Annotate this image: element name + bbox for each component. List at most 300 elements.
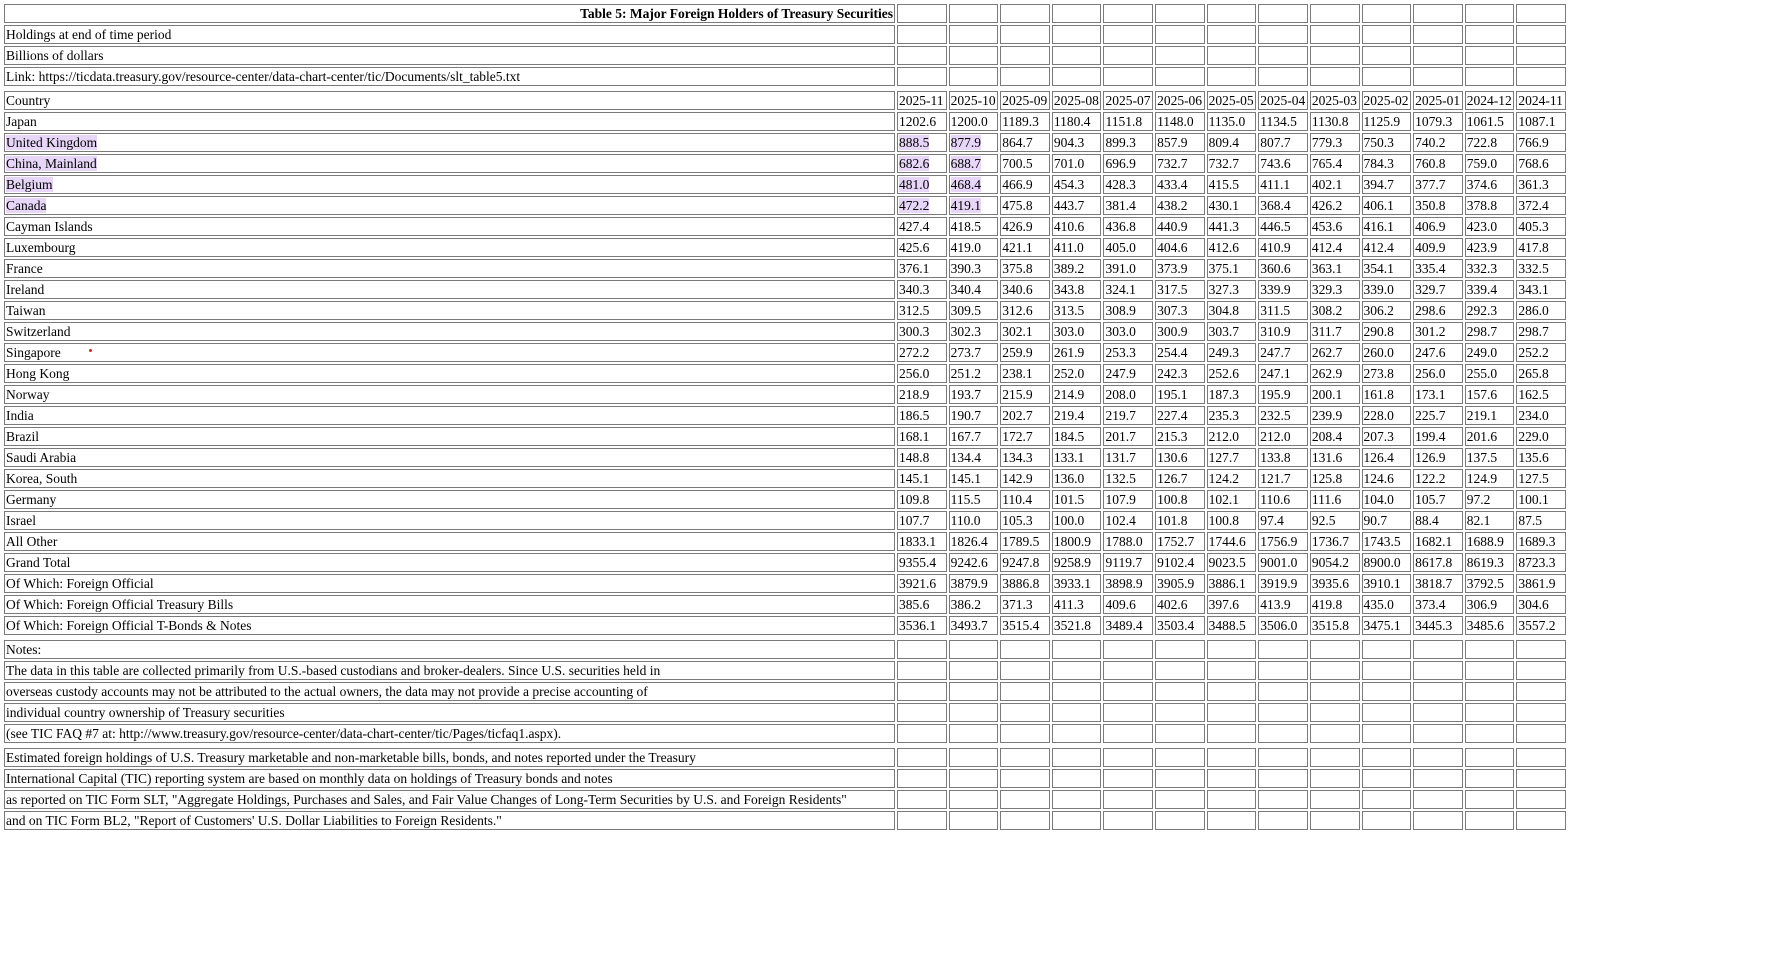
value-cell [1362, 595, 1412, 614]
value-text: 100.8 [1157, 492, 1188, 507]
value-cell [1465, 406, 1515, 425]
value-cell [949, 196, 999, 215]
empty-cell [1000, 4, 1050, 23]
meta-text: Holdings at end of time period [4, 25, 895, 44]
empty-cell [1516, 25, 1566, 44]
value-cell [1207, 217, 1257, 236]
value-text: 1788.0 [1105, 534, 1143, 549]
value-text: 207.3 [1363, 429, 1394, 444]
value-cell [1516, 154, 1566, 173]
value-cell [1310, 574, 1360, 593]
empty-cell [1310, 703, 1360, 722]
value-cell [1000, 616, 1050, 635]
value-cell [1207, 532, 1257, 551]
value-cell [1258, 280, 1308, 299]
empty-cell [1516, 661, 1566, 680]
country-name: Belgium [6, 177, 53, 192]
value-cell [1413, 133, 1463, 152]
value-text: 172.7 [1002, 429, 1033, 444]
value-cell [949, 616, 999, 635]
empty-cell [1310, 682, 1360, 701]
value-text: 423.9 [1466, 240, 1498, 255]
table-row [4, 574, 1566, 593]
value-text: 701.0 [1053, 156, 1085, 171]
value-cell [1516, 532, 1566, 551]
value-cell [1465, 196, 1515, 215]
value-text: 340.4 [950, 282, 981, 297]
value-cell [1207, 448, 1257, 467]
empty-cell [1362, 67, 1412, 86]
value-cell [1310, 616, 1360, 635]
value-text: 335.4 [1415, 261, 1446, 276]
empty-cell [1207, 790, 1257, 809]
value-cell [1465, 238, 1515, 257]
empty-cell [1258, 790, 1308, 809]
empty-cell [1155, 769, 1205, 788]
country-name: Of Which: Foreign Official Treasury Bills [6, 597, 234, 612]
value-cell [1207, 112, 1257, 131]
empty-cell [1155, 703, 1205, 722]
value-text: 306.2 [1363, 303, 1394, 318]
empty-cell [1155, 790, 1205, 809]
empty-cell [1413, 25, 1463, 44]
value-text: 441.3 [1208, 219, 1240, 234]
empty-cell [897, 46, 947, 65]
empty-cell [1155, 682, 1205, 701]
empty-cell [1000, 640, 1050, 659]
value-cell [1207, 364, 1257, 383]
empty-cell [1258, 46, 1308, 65]
value-cell [949, 112, 999, 131]
value-cell [1258, 217, 1308, 236]
column-header-period: 2025-07 [1103, 91, 1153, 110]
value-text: 102.1 [1208, 492, 1240, 507]
value-text: 3521.8 [1053, 618, 1091, 633]
value-cell [1103, 469, 1153, 488]
value-text: 419.0 [950, 240, 981, 255]
value-text: 317.5 [1157, 282, 1188, 297]
value-cell [1155, 154, 1205, 173]
country-cell [4, 616, 895, 635]
value-cell [1258, 553, 1308, 572]
value-text: 124.2 [1208, 471, 1240, 486]
value-cell [1465, 490, 1515, 509]
value-cell [1000, 133, 1050, 152]
empty-cell [1465, 4, 1515, 23]
value-text: 3818.7 [1415, 576, 1453, 591]
value-text: 386.2 [950, 597, 981, 612]
value-text: 390.3 [950, 261, 981, 276]
value-text: 1189.3 [1002, 114, 1039, 129]
empty-cell [1258, 25, 1308, 44]
value-cell [1155, 301, 1205, 320]
value-cell [949, 427, 999, 446]
value-text: 190.7 [950, 408, 981, 423]
value-cell [1155, 238, 1205, 257]
notes-text: overseas custody accounts may not be attributed to the actual owners, the data may not provide a precise accounting of [4, 682, 895, 701]
empty-cell [1413, 4, 1463, 23]
empty-cell [1103, 769, 1153, 788]
value-cell [1258, 301, 1308, 320]
value-text: 272.2 [899, 345, 930, 360]
column-header-period: 2025-03 [1310, 91, 1360, 110]
empty-cell [1000, 703, 1050, 722]
value-cell [1052, 469, 1102, 488]
value-text: 133.8 [1260, 450, 1291, 465]
value-text: 373.4 [1415, 597, 1446, 612]
value-cell [1207, 133, 1257, 152]
empty-cell [1465, 640, 1515, 659]
value-text: 1744.6 [1208, 534, 1246, 549]
value-text: 262.9 [1311, 366, 1343, 381]
value-text: 308.2 [1311, 303, 1343, 318]
value-text: 402.6 [1157, 597, 1188, 612]
value-cell [897, 259, 947, 278]
value-cell [1207, 259, 1257, 278]
value-cell [1413, 427, 1463, 446]
value-cell [1465, 154, 1515, 173]
value-text: 242.3 [1157, 366, 1188, 381]
value-cell [1516, 196, 1566, 215]
value-text: 306.9 [1466, 597, 1498, 612]
value-cell [1000, 196, 1050, 215]
value-cell [949, 280, 999, 299]
empty-cell [1000, 748, 1050, 767]
value-text: 168.1 [899, 429, 930, 444]
value-cell [949, 385, 999, 404]
empty-cell [1052, 703, 1102, 722]
value-cell [897, 616, 947, 635]
country-name: Of Which: Foreign Official T-Bonds & Notes [6, 618, 252, 633]
value-cell [1413, 301, 1463, 320]
value-cell [1362, 448, 1412, 467]
value-text: 904.3 [1053, 135, 1085, 150]
value-text: 304.8 [1208, 303, 1240, 318]
value-cell [1207, 595, 1257, 614]
value-text: 105.3 [1002, 513, 1033, 528]
value-cell [1413, 217, 1463, 236]
value-cell [1207, 385, 1257, 404]
value-cell [1413, 595, 1463, 614]
section-gap [4, 637, 1566, 638]
value-text: 421.1 [1002, 240, 1033, 255]
country-cell [4, 448, 895, 467]
value-cell [949, 343, 999, 362]
value-text: 425.6 [899, 240, 930, 255]
value-text: 249.3 [1208, 345, 1240, 360]
value-text: 134.4 [950, 450, 981, 465]
country-cell [4, 490, 895, 509]
empty-cell [1103, 661, 1153, 680]
empty-cell [1413, 67, 1463, 86]
value-text: 9023.5 [1208, 555, 1246, 570]
value-text: 877.9 [950, 135, 981, 150]
value-text: 101.5 [1053, 492, 1085, 507]
value-text: 127.5 [1518, 471, 1549, 486]
column-header-period: 2025-06 [1155, 91, 1205, 110]
value-text: 87.5 [1518, 513, 1542, 528]
value-cell [897, 385, 947, 404]
value-cell [1310, 448, 1360, 467]
value-cell [1362, 574, 1412, 593]
column-header-country: Country [4, 91, 895, 110]
empty-cell [1362, 682, 1412, 701]
empty-cell [1155, 4, 1205, 23]
table-row [4, 343, 1566, 362]
empty-cell [1155, 724, 1205, 743]
value-cell [1258, 343, 1308, 362]
empty-cell [1155, 640, 1205, 659]
value-text: 391.0 [1105, 261, 1136, 276]
value-cell [1155, 280, 1205, 299]
value-text: 3475.1 [1363, 618, 1401, 633]
value-cell [1155, 385, 1205, 404]
value-cell [1516, 490, 1566, 509]
column-header-period: 2025-08 [1052, 91, 1102, 110]
empty-cell [897, 748, 947, 767]
value-cell [1465, 595, 1515, 614]
value-cell [1052, 217, 1102, 236]
value-cell [1362, 532, 1412, 551]
value-cell [1310, 217, 1360, 236]
notes-row [4, 703, 1566, 722]
empty-cell [1207, 46, 1257, 65]
value-text: 1682.1 [1415, 534, 1453, 549]
value-cell [1413, 280, 1463, 299]
empty-cell [1516, 4, 1566, 23]
value-text: 857.9 [1157, 135, 1188, 150]
empty-cell [1516, 811, 1566, 830]
value-text: 435.0 [1363, 597, 1394, 612]
value-text: 142.9 [1002, 471, 1033, 486]
empty-cell [897, 4, 947, 23]
table-row [4, 616, 1566, 635]
value-text: 766.9 [1518, 135, 1549, 150]
value-text: 126.4 [1363, 450, 1394, 465]
value-cell [1258, 595, 1308, 614]
country-name: Japan [6, 114, 37, 129]
table-row [4, 532, 1566, 551]
value-cell [1155, 469, 1205, 488]
value-cell [1362, 112, 1412, 131]
value-cell [1310, 196, 1360, 215]
value-text: 202.7 [1002, 408, 1033, 423]
value-text: 235.3 [1208, 408, 1240, 423]
value-text: 340.3 [899, 282, 930, 297]
value-text: 1756.9 [1260, 534, 1298, 549]
empty-cell [1362, 703, 1412, 722]
value-cell [1103, 280, 1153, 299]
value-cell [1207, 343, 1257, 362]
value-text: 443.7 [1053, 198, 1085, 213]
value-text: 229.0 [1518, 429, 1549, 444]
value-text: 332.5 [1518, 261, 1549, 276]
value-cell [1516, 427, 1566, 446]
value-text: 136.0 [1053, 471, 1085, 486]
value-cell [1465, 133, 1515, 152]
value-cell [1103, 385, 1153, 404]
empty-cell [1413, 46, 1463, 65]
empty-cell [1258, 703, 1308, 722]
value-cell [1362, 406, 1412, 425]
value-cell [1000, 175, 1050, 194]
title-row [4, 4, 1566, 23]
empty-cell [1258, 811, 1308, 830]
value-cell [1103, 238, 1153, 257]
value-text: 232.5 [1260, 408, 1291, 423]
value-text: 426.9 [1002, 219, 1033, 234]
empty-cell [1310, 67, 1360, 86]
value-text: 760.8 [1415, 156, 1446, 171]
value-text: 195.1 [1157, 387, 1188, 402]
value-text: 107.9 [1105, 492, 1136, 507]
value-text: 292.3 [1466, 303, 1498, 318]
value-text: 304.6 [1518, 597, 1549, 612]
empty-cell [1413, 640, 1463, 659]
empty-cell [1103, 703, 1153, 722]
value-text: 3861.9 [1518, 576, 1556, 591]
value-cell [897, 196, 947, 215]
empty-cell [949, 67, 999, 86]
empty-cell [949, 682, 999, 701]
value-cell [897, 175, 947, 194]
country-cell [4, 385, 895, 404]
value-cell [897, 511, 947, 530]
value-cell [1516, 448, 1566, 467]
value-cell [949, 154, 999, 173]
value-text: 249.0 [1466, 345, 1498, 360]
value-cell [1000, 238, 1050, 257]
value-cell [1413, 469, 1463, 488]
value-text: 252.2 [1518, 345, 1549, 360]
value-text: 1743.5 [1363, 534, 1401, 549]
table-row [4, 175, 1566, 194]
value-cell [1516, 322, 1566, 341]
value-text: 3910.1 [1363, 576, 1401, 591]
value-cell [1103, 364, 1153, 383]
empty-cell [1413, 661, 1463, 680]
value-cell [949, 448, 999, 467]
table-row [4, 406, 1566, 425]
value-cell [1310, 322, 1360, 341]
value-cell [1258, 364, 1308, 383]
table-row [4, 238, 1566, 257]
value-text: 135.6 [1518, 450, 1549, 465]
value-text: 219.7 [1105, 408, 1136, 423]
value-cell [1155, 532, 1205, 551]
empty-cell [949, 790, 999, 809]
value-cell [1310, 238, 1360, 257]
empty-cell [1310, 769, 1360, 788]
value-cell [897, 238, 947, 257]
value-cell [1516, 364, 1566, 383]
country-cell [4, 532, 895, 551]
country-cell [4, 322, 895, 341]
value-text: 200.1 [1311, 387, 1343, 402]
value-text: 373.9 [1157, 261, 1188, 276]
value-cell [949, 511, 999, 530]
value-text: 1087.1 [1518, 114, 1556, 129]
empty-cell [949, 640, 999, 659]
value-cell [1310, 364, 1360, 383]
value-text: 454.3 [1053, 177, 1085, 192]
empty-cell [1516, 640, 1566, 659]
value-text: 368.4 [1260, 198, 1291, 213]
empty-cell [1155, 661, 1205, 680]
value-cell [1362, 343, 1412, 362]
value-text: 339.0 [1363, 282, 1394, 297]
notes-text: (see TIC FAQ #7 at: http://www.treasury.gov/resource-center/data-chart-center/tic/Pages/ticfaq1.aspx). [4, 724, 895, 743]
value-cell [1413, 238, 1463, 257]
country-cell [4, 238, 895, 257]
value-cell [1258, 427, 1308, 446]
value-cell [897, 322, 947, 341]
empty-cell [1103, 682, 1153, 701]
value-text: 3933.1 [1053, 576, 1091, 591]
value-text: 327.3 [1208, 282, 1240, 297]
country-cell [4, 406, 895, 425]
empty-cell [1103, 724, 1153, 743]
gap-cell [4, 88, 1566, 89]
value-cell [1413, 553, 1463, 572]
value-cell [1207, 238, 1257, 257]
value-cell [1207, 406, 1257, 425]
empty-cell [1207, 811, 1257, 830]
notes-row [4, 724, 1566, 743]
country-name: Switzerland [6, 324, 71, 339]
notes-row [4, 790, 1566, 809]
value-cell [1155, 427, 1205, 446]
value-text: 417.8 [1518, 240, 1549, 255]
value-text: 252.6 [1208, 366, 1240, 381]
empty-cell [1310, 724, 1360, 743]
empty-cell [1362, 769, 1412, 788]
value-cell [1000, 469, 1050, 488]
value-text: 251.2 [950, 366, 981, 381]
value-text: 256.0 [1415, 366, 1446, 381]
value-text: 375.8 [1002, 261, 1033, 276]
value-cell [1103, 616, 1153, 635]
value-text: 416.1 [1363, 219, 1394, 234]
value-cell [1413, 490, 1463, 509]
value-text: 768.6 [1518, 156, 1549, 171]
country-name: Taiwan [6, 303, 46, 318]
value-text: 376.1 [899, 261, 930, 276]
value-cell [1155, 322, 1205, 341]
value-text: 3503.4 [1157, 618, 1195, 633]
value-cell [1258, 385, 1308, 404]
notes-text: International Capital (TIC) reporting system are based on monthly data on holdings of Treasury bonds and notes [4, 769, 895, 788]
value-text: 3557.2 [1518, 618, 1556, 633]
value-text: 419.8 [1311, 597, 1343, 612]
empty-cell [1052, 46, 1102, 65]
country-cell [4, 217, 895, 236]
value-text: 162.5 [1518, 387, 1549, 402]
value-text: 438.2 [1157, 198, 1188, 213]
empty-cell [1155, 25, 1205, 44]
value-cell [1052, 427, 1102, 446]
value-text: 124.9 [1466, 471, 1498, 486]
value-cell [949, 595, 999, 614]
value-cell [1103, 217, 1153, 236]
value-text: 9001.0 [1260, 555, 1298, 570]
value-cell [1413, 196, 1463, 215]
value-cell [1103, 133, 1153, 152]
value-cell [1155, 448, 1205, 467]
notes-text: Notes: [4, 640, 895, 659]
value-text: 247.6 [1415, 345, 1446, 360]
value-cell [897, 217, 947, 236]
